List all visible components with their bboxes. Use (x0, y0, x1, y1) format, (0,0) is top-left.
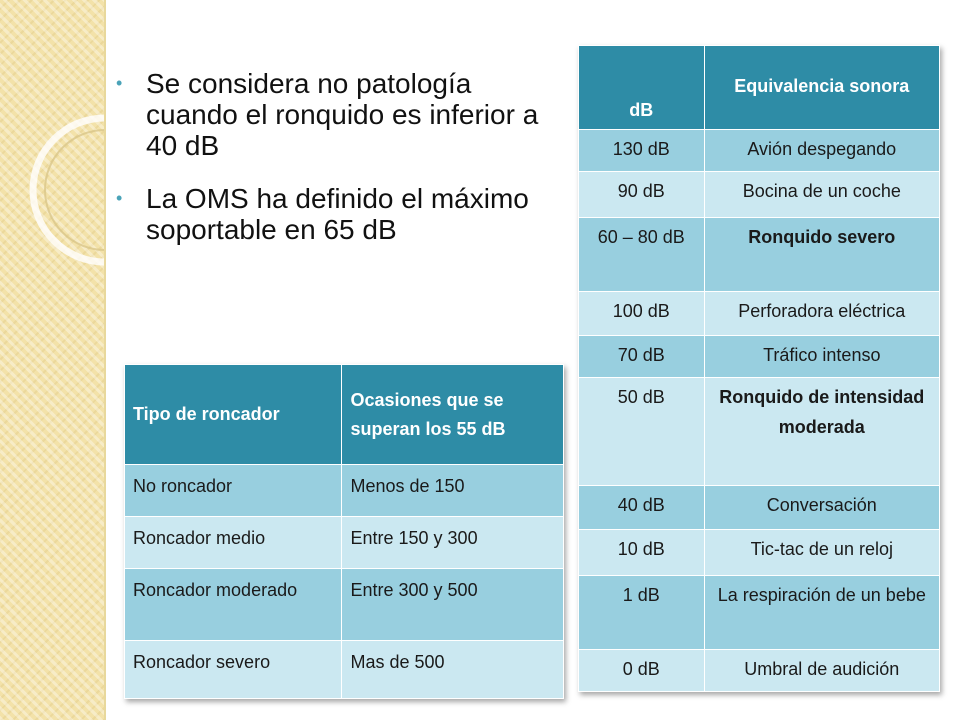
snorer-type-cell: No roncador (125, 465, 342, 517)
db-cell: 130 dB (579, 130, 705, 172)
db-cell: 50 dB (579, 378, 705, 486)
bullet-text: Se considera no patología cuando el ronquido es inferior a 40 dB (146, 68, 539, 161)
occasions-cell: Entre 150 y 300 (342, 517, 564, 569)
db-cell: 40 dB (579, 486, 705, 530)
db-cell: 100 dB (579, 292, 705, 336)
equivalence-cell: La respiración de un bebe (704, 576, 939, 650)
equivalence-cell: Conversación (704, 486, 939, 530)
header-occasions: Ocasiones que se superan los 55 dB (342, 365, 564, 465)
decibel-equivalence-table (578, 45, 940, 692)
decorative-sidebar (0, 0, 105, 720)
db-cell: 10 dB (579, 530, 705, 576)
header-equivalence: Equivalencia sonora (704, 46, 939, 130)
occasions-cell: Entre 300 y 500 (342, 569, 564, 641)
bullet-dot-icon: • (116, 188, 123, 208)
equivalence-cell: Ronquido severo (704, 218, 939, 292)
table-row (579, 292, 940, 336)
db-cell: 0 dB (579, 650, 705, 692)
equivalence-cell: Umbral de audición (704, 650, 939, 692)
table-row (579, 336, 940, 378)
equivalence-cell: Tic-tac de un reloj (704, 530, 939, 576)
table-row (125, 569, 564, 641)
table-row (579, 172, 940, 218)
header-snorer-type: Tipo de roncador (125, 365, 342, 465)
equivalence-cell: Avión despegando (704, 130, 939, 172)
table-header-row (125, 365, 564, 465)
snorer-type-cell: Roncador severo (125, 641, 342, 699)
db-cell: 60 – 80 dB (579, 218, 705, 292)
header-db: dB (579, 46, 705, 130)
db-cell: 90 dB (579, 172, 705, 218)
equivalence-cell: Tráfico intenso (704, 336, 939, 378)
table-row (125, 641, 564, 699)
outer-ring (33, 118, 105, 262)
bullet-list (112, 68, 542, 267)
snorer-type-table (124, 364, 564, 699)
occasions-cell: Menos de 150 (342, 465, 564, 517)
table-header-row (579, 46, 940, 130)
db-cell: 70 dB (579, 336, 705, 378)
equivalence-cell: Ronquido de intensidad moderada (704, 378, 939, 486)
table-row (125, 517, 564, 569)
bullet-dot-icon: • (116, 73, 123, 93)
table-row (579, 530, 940, 576)
snorer-type-cell: Roncador medio (125, 517, 342, 569)
table-row (579, 486, 940, 530)
occasions-cell: Mas de 500 (342, 641, 564, 699)
inner-ring (45, 130, 105, 250)
table-row (579, 650, 940, 692)
decorative-rings (0, 0, 105, 720)
snorer-type-cell: Roncador moderado (125, 569, 342, 641)
bullet-item (112, 68, 542, 161)
table-row (579, 576, 940, 650)
table-row (125, 465, 564, 517)
db-cell: 1 dB (579, 576, 705, 650)
bullet-text: La OMS ha definido el máximo soportable en 65 dB (146, 183, 529, 245)
equivalence-cell: Bocina de un coche (704, 172, 939, 218)
sidebar-divider (104, 0, 106, 720)
table-row (579, 218, 940, 292)
equivalence-cell: Perforadora eléctrica (704, 292, 939, 336)
table-row (579, 130, 940, 172)
bullet-item (112, 183, 542, 245)
table-row (579, 378, 940, 486)
